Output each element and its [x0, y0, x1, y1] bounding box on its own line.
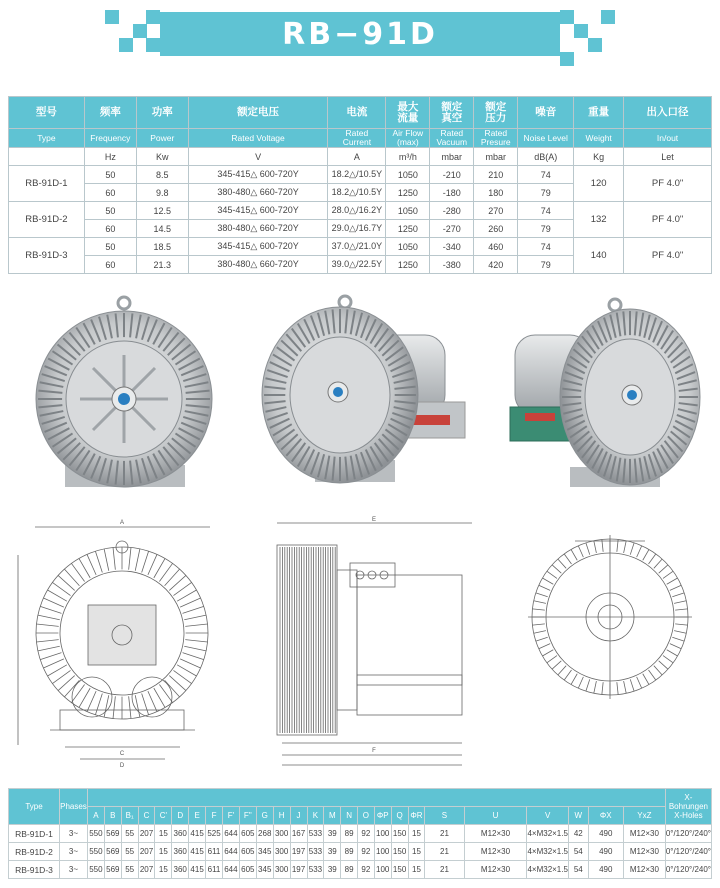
decor-square [601, 10, 615, 24]
table-cell: 42 [568, 825, 588, 843]
table-cell: 100 [374, 861, 391, 879]
table-cell: 21 [425, 843, 464, 861]
column-header: 重量 [574, 97, 624, 129]
column-header: 频率 [84, 97, 136, 129]
table-cell: 0°/120°/240° [665, 843, 711, 861]
column-header: H [273, 807, 290, 825]
table-cell: 92 [357, 861, 374, 879]
table-cell: 39 [324, 861, 341, 879]
table-cell: 300 [273, 843, 290, 861]
table-cell: 18.5 [136, 238, 188, 256]
table-cell: 9.8 [136, 184, 188, 202]
column-header: 功率 [136, 97, 188, 129]
table-cell: 345-415△ 600-720Y [188, 202, 328, 220]
table-cell: -340 [430, 238, 474, 256]
weight-cell: 132 [574, 202, 624, 238]
table-cell: 167 [290, 825, 307, 843]
table-cell: 15 [155, 843, 172, 861]
table-cell: 415 [189, 843, 206, 861]
table-cell: 39 [324, 843, 341, 861]
column-header: C' [155, 807, 172, 825]
column-header: F'' [239, 807, 256, 825]
unit-cell: V [188, 148, 328, 166]
table-cell: 360 [172, 843, 189, 861]
spec-table [8, 96, 712, 274]
table-cell: 4×M32×1.5 [527, 843, 568, 861]
table-cell: 4×M32×1.5 [527, 825, 568, 843]
table-cell: 92 [357, 843, 374, 861]
port-cell: PF 4.0" [624, 202, 712, 238]
table-cell: 100 [374, 843, 391, 861]
table-cell: 89 [341, 861, 358, 879]
table-cell: 79 [518, 256, 574, 274]
table-cell: 79 [518, 220, 574, 238]
table-cell: 611 [206, 861, 223, 879]
table-cell: 150 [391, 825, 408, 843]
table-cell: 380-480△ 660-720Y [188, 220, 328, 238]
table-cell: 533 [307, 825, 324, 843]
table-cell: 3~ [59, 861, 87, 879]
table-cell: 360 [172, 825, 189, 843]
table-cell: 300 [273, 861, 290, 879]
drawing-rear-view [515, 525, 705, 705]
drawing-front-view [10, 515, 230, 770]
table-cell: 8.5 [136, 166, 188, 184]
column-header: 额定电压 [188, 97, 328, 129]
table-cell: 380-480△ 660-720Y [188, 184, 328, 202]
column-header: J [290, 807, 307, 825]
table-cell: 490 [588, 861, 623, 879]
table-cell: 18.2△/10.5Y [328, 166, 386, 184]
table-cell: 533 [307, 861, 324, 879]
column-header: Rated Current [328, 129, 386, 148]
table-cell: 54 [568, 843, 588, 861]
table-cell: 490 [588, 843, 623, 861]
table-row [9, 238, 712, 256]
table-cell: 3~ [59, 843, 87, 861]
column-header: K [307, 807, 324, 825]
decor-square [105, 10, 119, 24]
table-cell: 460 [474, 238, 518, 256]
table-cell: 0°/120°/240° [665, 825, 711, 843]
model-type: RB-91D-2 [9, 202, 85, 238]
decor-square [146, 38, 160, 52]
column-header: 额定 压力 [474, 97, 518, 129]
table-cell: 1050 [386, 202, 430, 220]
column-header: Air Flow (max) [386, 129, 430, 148]
table-cell: 12.5 [136, 202, 188, 220]
table-cell: 420 [474, 256, 518, 274]
table-cell: 60 [84, 256, 136, 274]
table-cell: M12×30 [623, 825, 665, 843]
table-cell: 89 [341, 825, 358, 843]
table-cell: 79 [518, 184, 574, 202]
dims-header-top [9, 789, 712, 807]
table-cell: 54 [568, 861, 588, 879]
decor-square [560, 52, 574, 66]
table-cell: 1250 [386, 184, 430, 202]
table-cell: 345 [256, 861, 273, 879]
table-cell: 14.5 [136, 220, 188, 238]
table-cell: 92 [357, 825, 374, 843]
table-cell: 260 [474, 220, 518, 238]
table-cell: 300 [273, 825, 290, 843]
table-cell: M12×30 [623, 861, 665, 879]
column-header: F' [222, 807, 239, 825]
table-cell: 569 [104, 843, 121, 861]
blower-photo-front [30, 295, 220, 495]
table-cell: 605 [239, 861, 256, 879]
column-header: Type [9, 789, 60, 825]
column-header: U [464, 807, 527, 825]
column-header: 噪音 [518, 97, 574, 129]
table-row [9, 166, 712, 184]
table-cell: 605 [239, 843, 256, 861]
table-cell: 1250 [386, 220, 430, 238]
table-cell: 4×M32×1.5 [527, 861, 568, 879]
table-cell: 150 [391, 843, 408, 861]
unit-cell: dB(A) [518, 148, 574, 166]
unit-cell: mbar [474, 148, 518, 166]
table-row [9, 843, 712, 861]
table-cell: 490 [588, 825, 623, 843]
model-type: RB-91D-3 [9, 861, 60, 879]
drawing-side-view [262, 515, 487, 770]
header-spacer [87, 789, 665, 807]
column-header: X-Bohrungen X-Holes [665, 789, 711, 825]
table-cell: -380 [430, 256, 474, 274]
spec-header-en [9, 129, 712, 148]
column-header: ΦX [588, 807, 623, 825]
unit-cell: Kg [574, 148, 624, 166]
table-cell: 39.0△/22.5Y [328, 256, 386, 274]
table-cell: 345-415△ 600-720Y [188, 166, 328, 184]
table-cell: M12×30 [464, 843, 527, 861]
table-cell: M12×30 [623, 843, 665, 861]
table-cell: M12×30 [464, 861, 527, 879]
table-cell: 611 [206, 843, 223, 861]
column-header: E [189, 807, 206, 825]
dim-label-e: E [371, 517, 377, 523]
blower-photo-side [505, 295, 705, 495]
table-cell: 1050 [386, 238, 430, 256]
table-cell: 60 [84, 184, 136, 202]
column-header: 出入口径 [624, 97, 712, 129]
table-cell: 270 [474, 202, 518, 220]
title-banner [160, 12, 560, 56]
table-cell: 15 [408, 861, 425, 879]
decor-square [574, 24, 588, 38]
column-header: N [341, 807, 358, 825]
table-cell: 268 [256, 825, 273, 843]
table-cell: 360 [172, 861, 189, 879]
table-cell: -280 [430, 202, 474, 220]
weight-cell: 120 [574, 166, 624, 202]
decor-square [133, 24, 147, 38]
dim-label-a: A [119, 520, 125, 526]
column-header: D [172, 807, 189, 825]
table-cell: 21 [425, 861, 464, 879]
model-type: RB-91D-2 [9, 843, 60, 861]
table-cell: 1050 [386, 166, 430, 184]
table-cell: 18.2△/10.5Y [328, 184, 386, 202]
table-cell: 533 [307, 843, 324, 861]
column-header: Power [136, 129, 188, 148]
table-cell: 380-480△ 660-720Y [188, 256, 328, 274]
column-header: B [104, 807, 121, 825]
column-header: G [256, 807, 273, 825]
table-cell: 644 [222, 861, 239, 879]
column-header: 型号 [9, 97, 85, 129]
table-cell: 21.3 [136, 256, 188, 274]
table-row [9, 861, 712, 879]
decor-square [588, 38, 602, 52]
column-header: V [527, 807, 568, 825]
table-cell: 74 [518, 238, 574, 256]
table-cell: 29.0△/16.7Y [328, 220, 386, 238]
table-cell: 55 [121, 843, 138, 861]
column-header: Weight [574, 129, 624, 148]
unit-cell [9, 148, 85, 166]
column-header: 额定 真空 [430, 97, 474, 129]
table-cell: 644 [222, 843, 239, 861]
decor-square [119, 38, 133, 52]
table-cell: 345 [256, 843, 273, 861]
column-header: Rated Voltage [188, 129, 328, 148]
table-cell: 569 [104, 825, 121, 843]
column-header: Rated Vacuum [430, 129, 474, 148]
column-header: S [425, 807, 464, 825]
table-cell: 1250 [386, 256, 430, 274]
dim-label-d: D [119, 763, 125, 769]
column-header: Q [391, 807, 408, 825]
table-cell: 28.0△/16.2Y [328, 202, 386, 220]
unit-cell: Hz [84, 148, 136, 166]
table-cell: 210 [474, 166, 518, 184]
table-cell: 74 [518, 166, 574, 184]
table-cell: 207 [138, 825, 155, 843]
column-header: Phases [59, 789, 87, 825]
table-cell: 415 [189, 825, 206, 843]
column-header: C [138, 807, 155, 825]
column-header: Frequency [84, 129, 136, 148]
table-cell: 21 [425, 825, 464, 843]
table-cell: 89 [341, 843, 358, 861]
blower-photo-angle [250, 290, 480, 495]
column-header: M [324, 807, 341, 825]
page-title: RB−91D [282, 16, 438, 52]
table-cell: 207 [138, 861, 155, 879]
dimensions-table [8, 788, 712, 879]
dims-header-cols [9, 807, 712, 825]
unit-cell: Kw [136, 148, 188, 166]
table-row [9, 825, 712, 843]
column-header: F [206, 807, 223, 825]
table-cell: 74 [518, 202, 574, 220]
table-cell: 15 [155, 825, 172, 843]
model-type: RB-91D-1 [9, 825, 60, 843]
model-type: RB-91D-1 [9, 166, 85, 202]
dim-label-f: F [372, 748, 376, 754]
table-cell: 15 [408, 843, 425, 861]
column-header: ΦP [374, 807, 391, 825]
model-type: RB-91D-3 [9, 238, 85, 274]
table-cell: 50 [84, 202, 136, 220]
table-cell: 550 [87, 825, 104, 843]
column-header: 电流 [328, 97, 386, 129]
table-cell: 207 [138, 843, 155, 861]
table-cell: 345-415△ 600-720Y [188, 238, 328, 256]
column-header: Rated Presure [474, 129, 518, 148]
table-cell: -270 [430, 220, 474, 238]
table-cell: -180 [430, 184, 474, 202]
table-cell: 197 [290, 843, 307, 861]
table-cell: 15 [155, 861, 172, 879]
page-header [0, 0, 720, 78]
table-cell: 55 [121, 825, 138, 843]
table-cell: 180 [474, 184, 518, 202]
port-cell: PF 4.0" [624, 166, 712, 202]
table-cell: -210 [430, 166, 474, 184]
table-cell: 569 [104, 861, 121, 879]
column-header: B₁ [121, 807, 138, 825]
column-header: Type [9, 129, 85, 148]
table-cell: 55 [121, 861, 138, 879]
table-cell: 644 [222, 825, 239, 843]
unit-cell: Let [624, 148, 712, 166]
column-header: YxZ [623, 807, 665, 825]
column-header: Noise Level [518, 129, 574, 148]
table-cell: 605 [239, 825, 256, 843]
table-cell: 37.0△/21.0Y [328, 238, 386, 256]
column-header: In/out [624, 129, 712, 148]
table-cell: 60 [84, 220, 136, 238]
column-header: A [87, 807, 104, 825]
table-cell: 100 [374, 825, 391, 843]
decor-square [560, 10, 574, 24]
table-cell: 550 [87, 843, 104, 861]
weight-cell: 140 [574, 238, 624, 274]
table-cell: 0°/120°/240° [665, 861, 711, 879]
table-cell: 39 [324, 825, 341, 843]
table-row [9, 202, 712, 220]
unit-cell: A [328, 148, 386, 166]
decor-square [146, 10, 160, 24]
table-cell: 197 [290, 861, 307, 879]
dim-label-c: C [119, 751, 125, 757]
column-header: ΦR [408, 807, 425, 825]
unit-cell: m³/h [386, 148, 430, 166]
table-cell: 550 [87, 861, 104, 879]
spec-header-cn [9, 97, 712, 129]
table-cell: 3~ [59, 825, 87, 843]
table-cell: 415 [189, 861, 206, 879]
spec-units-row [9, 148, 712, 166]
table-cell: 525 [206, 825, 223, 843]
column-header: 最大 流量 [386, 97, 430, 129]
table-cell: 50 [84, 238, 136, 256]
table-cell: M12×30 [464, 825, 527, 843]
column-header: O [357, 807, 374, 825]
table-cell: 50 [84, 166, 136, 184]
column-header: W [568, 807, 588, 825]
unit-cell: mbar [430, 148, 474, 166]
port-cell: PF 4.0" [624, 238, 712, 274]
table-cell: 150 [391, 861, 408, 879]
table-cell: 15 [408, 825, 425, 843]
